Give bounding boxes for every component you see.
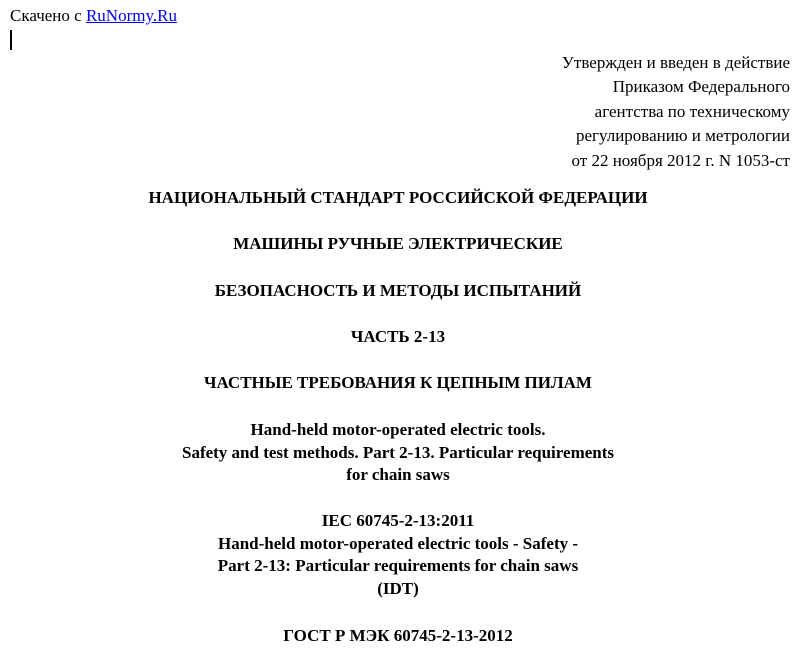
iec-line: (IDT) (377, 578, 419, 598)
safety-methods-heading: БЕЗОПАСНОСТЬ И МЕТОДЫ ИСПЫТАНИЙ (214, 281, 582, 300)
english-title-line: for chain saws (346, 465, 450, 484)
english-title-line: Hand-held motor-operated electric tools. (250, 420, 546, 439)
english-title-line: Safety and test methods. Part 2-13. Particular requirements (181, 442, 615, 462)
iec-line: Part 2-13: Particular requirements for chain saws (217, 556, 579, 575)
iec-line: Hand-held motor-operated electric tools - Safety - (217, 533, 579, 553)
download-prefix: Скачено с (10, 6, 86, 25)
iec-reference-block (0, 510, 796, 600)
approval-line: от 22 ноября 2012 г. N 1053-ст (571, 150, 790, 170)
iec-line: IEC 60745-2-13:2011 (321, 511, 475, 530)
approval-line: агентства по техническому (594, 101, 790, 121)
text-caret (10, 30, 12, 50)
approval-line: регулированию и метрологии (575, 126, 790, 146)
runormy-link[interactable]: RuNormy.Ru (85, 6, 177, 25)
part-number-heading: ЧАСТЬ 2-13 (350, 327, 446, 346)
machines-heading: МАШИНЫ РУЧНЫЕ ЭЛЕКТРИЧЕСКИЕ (233, 234, 563, 253)
approval-line: Приказом Федерального (612, 77, 790, 97)
approval-block (562, 51, 790, 173)
approval-line: Утвержден и введен в действие (561, 53, 790, 72)
gost-designation-heading: ГОСТ Р МЭК 60745-2-13-2012 (283, 626, 513, 645)
download-source-line (10, 6, 177, 26)
english-title-block (0, 419, 796, 487)
particular-requirements-heading: ЧАСТНЫЕ ТРЕБОВАНИЯ К ЦЕПНЫМ ПИЛАМ (204, 373, 592, 392)
national-standard-heading: НАЦИОНАЛЬНЫЙ СТАНДАРТ РОССИЙСКОЙ ФЕДЕРАЦИИ (148, 188, 648, 207)
